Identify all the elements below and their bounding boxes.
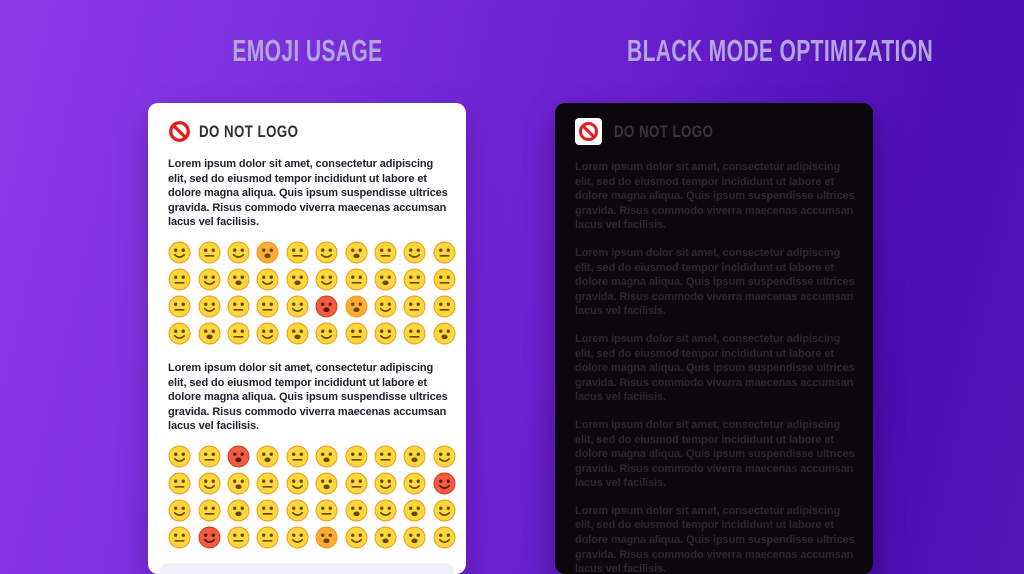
emoji-row — [165, 239, 459, 266]
paragraph: Lorem ipsum dolor sit amet, consectetur adipiscing elit, sed do eiusmod tempor incididunt ut labore et dolore magna aliqua. Quis ipsum suspendisse ultrices gravida. Risus commodo viverra maecenas accumsan lacus vel facilisis. — [575, 418, 855, 490]
emoji — [165, 445, 194, 468]
emoji — [341, 499, 370, 522]
right-paragraph-list — [575, 160, 853, 574]
emoji — [283, 472, 312, 495]
paragraph: Lorem ipsum dolor sit amet, consectetur adipiscing elit, sed do eiusmod tempor incididunt ut labore et dolore magna aliqua. Quis ipsum suspendisse ultrices gravida. Risus commodo viverra maecenas accumsan lacus vel facilisis. — [575, 504, 855, 574]
emoji — [224, 295, 253, 318]
emoji — [224, 445, 253, 468]
emoji — [371, 472, 400, 495]
emoji — [400, 241, 429, 264]
emoji — [312, 295, 341, 318]
emoji — [165, 322, 194, 345]
emoji — [430, 445, 459, 468]
emoji — [165, 295, 194, 318]
emoji — [253, 472, 282, 495]
emoji — [224, 268, 253, 291]
prohibition-icon — [578, 121, 599, 142]
emoji — [253, 499, 282, 522]
black-mode-heading — [555, 33, 934, 68]
emoji-row — [165, 497, 459, 524]
emoji — [312, 322, 341, 345]
emoji — [224, 241, 253, 264]
paragraph: Lorem ipsum dolor sit amet, consectetur adipiscing elit, sed do eiusmod tempor incididunt ut labore et dolore magna aliqua. Quis ipsum suspendisse ultrices gravida. Risus commodo viverra maecenas accumsan lacus vel facilisis. — [575, 161, 855, 232]
paragraph: Lorem ipsum dolor sit amet, consectetur adipiscing elit, sed do eiusmod tempor incididunt ut labore et dolore magna aliqua. Quis ipsum suspendisse ultrices gravida. Risus commodo viverra maecenas accumsan lacus vel facilisis. — [575, 246, 855, 318]
emoji — [341, 268, 370, 291]
emoji — [371, 445, 400, 468]
emoji — [165, 472, 194, 495]
emoji — [194, 472, 223, 495]
emoji — [283, 499, 312, 522]
left-paragraph-2: Lorem ipsum dolor sit amet, consectetur adipiscing elit, sed do eiusmod tempor incididunt ut labore et dolore magna aliqua. Quis ipsum suspendisse ultrices gravida. Risus commodo viverra maecenas accumsan lacus vel facilisis. — [168, 361, 448, 433]
emoji — [400, 295, 429, 318]
emoji — [312, 499, 341, 522]
emoji — [371, 295, 400, 318]
emoji-usage-heading-text: EMOJI USAGE — [231, 33, 383, 68]
emoji — [430, 526, 459, 549]
emoji-usage-heading — [148, 34, 466, 68]
emoji-row — [165, 320, 459, 347]
emoji-row — [165, 293, 459, 320]
black-mode-heading-text: BLACK MODE OPTIMIZATION — [627, 33, 934, 68]
emoji-row — [165, 443, 459, 470]
emoji — [341, 322, 370, 345]
emoji-row — [165, 470, 459, 497]
paragraph: Lorem ipsum dolor sit amet, consectetur adipiscing elit, sed do eiusmod tempor incididunt ut labore et dolore magna aliqua. Quis ipsum suspendisse ultrices gravida. Risus commodo viverra maecenas accumsan lacus vel facilisis. — [575, 332, 855, 404]
emoji — [224, 322, 253, 345]
emoji — [224, 499, 253, 522]
emoji — [430, 241, 459, 264]
emoji — [341, 526, 370, 549]
emoji — [253, 295, 282, 318]
emoji — [283, 295, 312, 318]
emoji — [253, 268, 282, 291]
emoji — [253, 526, 282, 549]
emoji — [283, 526, 312, 549]
emoji — [312, 445, 341, 468]
emoji — [165, 241, 194, 264]
emoji — [165, 526, 194, 549]
emoji — [430, 295, 459, 318]
emoji — [283, 322, 312, 345]
emoji — [194, 322, 223, 345]
emoji — [341, 445, 370, 468]
emoji — [283, 268, 312, 291]
emoji — [400, 526, 429, 549]
emoji — [371, 322, 400, 345]
emoji — [194, 268, 223, 291]
prohibition-icon — [168, 120, 191, 143]
emoji — [371, 526, 400, 549]
emoji — [253, 322, 282, 345]
emoji — [400, 268, 429, 291]
right-card-title: DO NOT LOGO — [614, 121, 714, 141]
left-paragraph-1: Lorem ipsum dolor sit amet, consectetur adipiscing elit, sed do eiusmod tempor incididunt ut labore et dolore magna aliqua. Quis ipsum suspendisse ultrices gravida. Risus commodo viverra maecenas accumsan lacus vel facilisis. — [168, 158, 448, 229]
emoji — [165, 499, 194, 522]
emoji — [194, 526, 223, 549]
emoji-usage-card — [148, 103, 466, 574]
emoji — [253, 445, 282, 468]
emoji — [194, 241, 223, 264]
emoji — [165, 268, 194, 291]
left-card-title: DO NOT LOGO — [199, 121, 299, 141]
black-mode-card — [555, 103, 873, 574]
left-card-header — [168, 118, 446, 145]
emoji — [312, 526, 341, 549]
emoji — [224, 526, 253, 549]
emoji — [312, 472, 341, 495]
emoji — [194, 445, 223, 468]
emoji-row — [165, 266, 459, 293]
prohibition-icon-tile — [575, 118, 602, 145]
emoji — [341, 472, 370, 495]
emoji — [283, 445, 312, 468]
emoji — [430, 499, 459, 522]
emoji — [430, 268, 459, 291]
emoji-row — [165, 524, 459, 551]
emoji — [400, 499, 429, 522]
emoji — [194, 499, 223, 522]
emoji — [400, 322, 429, 345]
emoji — [430, 472, 459, 495]
emoji — [312, 241, 341, 264]
emoji-grid-1 — [165, 239, 459, 347]
emoji — [341, 295, 370, 318]
right-card-header — [575, 118, 853, 145]
emoji — [430, 322, 459, 345]
emoji-grid-2 — [165, 443, 459, 551]
emoji — [400, 472, 429, 495]
emoji — [371, 241, 400, 264]
emoji — [371, 499, 400, 522]
emoji — [312, 268, 341, 291]
emoji — [371, 268, 400, 291]
emoji — [194, 295, 223, 318]
emoji — [341, 241, 370, 264]
emoji — [253, 241, 282, 264]
emoji — [283, 241, 312, 264]
card-footer-strip — [160, 563, 454, 574]
emoji — [400, 445, 429, 468]
emoji — [224, 472, 253, 495]
